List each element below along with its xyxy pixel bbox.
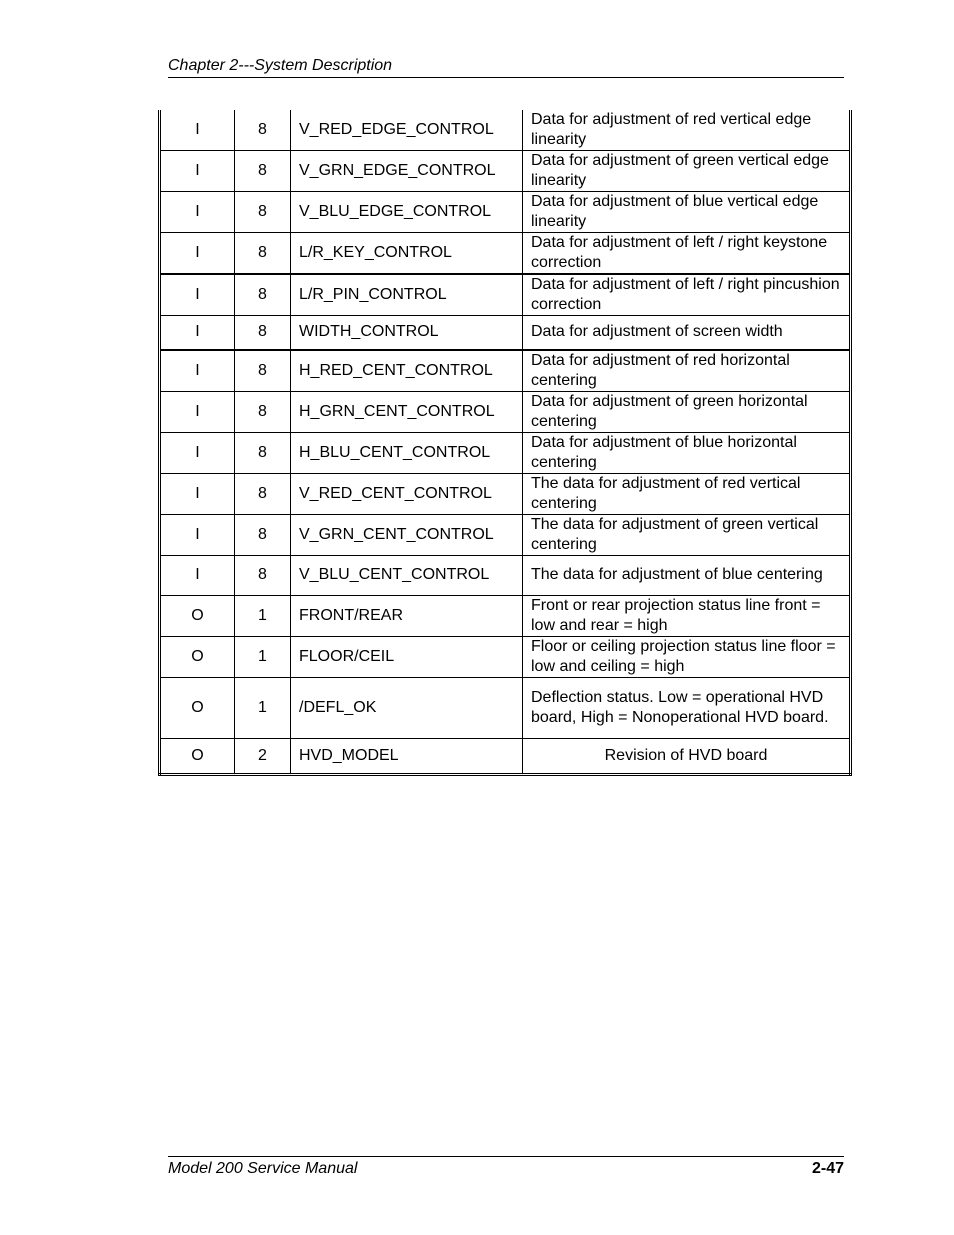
description-cell: Front or rear projection status line front = low and rear = high (523, 595, 851, 636)
width-cell: 8 (235, 391, 291, 432)
signal-name-cell: V_BLU_CENT_CONTROL (291, 555, 523, 595)
signal-name-cell: WIDTH_CONTROL (291, 316, 523, 350)
direction-cell: I (160, 274, 235, 316)
width-cell: 1 (235, 636, 291, 677)
direction-cell: I (160, 391, 235, 432)
description-cell: Data for adjustment of blue horizontal centering (523, 432, 851, 473)
direction-cell: I (160, 316, 235, 350)
description-cell: The data for adjustment of red vertical centering (523, 473, 851, 514)
direction-cell: I (160, 233, 235, 275)
manual-title: Model 200 Service Manual (168, 1160, 358, 1177)
description-cell: The data for adjustment of blue centering (523, 555, 851, 595)
description-cell: The data for adjustment of green vertical centering (523, 514, 851, 555)
table-row (160, 151, 851, 192)
description-cell: Data for adjustment of blue vertical edge linearity (523, 192, 851, 233)
direction-cell: I (160, 432, 235, 473)
signal-name-cell: FLOOR/CEIL (291, 636, 523, 677)
table-row (160, 110, 851, 151)
width-cell: 8 (235, 151, 291, 192)
width-cell: 8 (235, 316, 291, 350)
width-cell: 2 (235, 738, 291, 774)
table-row (160, 432, 851, 473)
page-header (168, 56, 844, 78)
width-cell: 1 (235, 677, 291, 738)
signal-name-cell: V_BLU_EDGE_CONTROL (291, 192, 523, 233)
direction-cell: O (160, 677, 235, 738)
page-footer (168, 1156, 844, 1179)
direction-cell: I (160, 514, 235, 555)
width-cell: 8 (235, 555, 291, 595)
direction-cell: I (160, 555, 235, 595)
width-cell: 8 (235, 350, 291, 392)
table-row (160, 677, 851, 738)
width-cell: 8 (235, 233, 291, 275)
direction-cell: O (160, 636, 235, 677)
direction-cell: I (160, 151, 235, 192)
table-row (160, 555, 851, 595)
signal-name-cell: H_RED_CENT_CONTROL (291, 350, 523, 392)
table-row (160, 316, 851, 350)
signal-name-cell: V_GRN_EDGE_CONTROL (291, 151, 523, 192)
table-row (160, 391, 851, 432)
signal-name-cell: V_GRN_CENT_CONTROL (291, 514, 523, 555)
description-cell: Deflection status. Low = operational HVD board, High = Nonoperational HVD board. (523, 677, 851, 738)
description-cell: Data for adjustment of left / right keystone correction (523, 233, 851, 275)
description-cell: Revision of HVD board (523, 738, 851, 774)
table-row (160, 274, 851, 316)
width-cell: 8 (235, 473, 291, 514)
width-cell: 1 (235, 595, 291, 636)
description-cell: Floor or ceiling projection status line floor = low and ceiling = high (523, 636, 851, 677)
table-row (160, 473, 851, 514)
width-cell: 8 (235, 110, 291, 151)
signal-name-cell: L/R_PIN_CONTROL (291, 274, 523, 316)
signal-name-cell: H_GRN_CENT_CONTROL (291, 391, 523, 432)
signal-name-cell: FRONT/REAR (291, 595, 523, 636)
direction-cell: I (160, 110, 235, 151)
width-cell: 8 (235, 432, 291, 473)
description-cell: Data for adjustment of red vertical edge linearity (523, 110, 851, 151)
description-cell: Data for adjustment of red horizontal centering (523, 350, 851, 392)
table-row (160, 738, 851, 774)
chapter-title: Chapter 2---System Description (168, 57, 393, 74)
signal-name-cell: H_BLU_CENT_CONTROL (291, 432, 523, 473)
direction-cell: I (160, 350, 235, 392)
signal-name-cell: HVD_MODEL (291, 738, 523, 774)
signal-table (158, 110, 852, 776)
signal-name-cell: /DEFL_OK (291, 677, 523, 738)
signal-name-cell: V_RED_EDGE_CONTROL (291, 110, 523, 151)
table-row (160, 233, 851, 275)
table-row (160, 595, 851, 636)
description-cell: Data for adjustment of green vertical edge linearity (523, 151, 851, 192)
direction-cell: I (160, 473, 235, 514)
description-cell: Data for adjustment of green horizontal centering (523, 391, 851, 432)
width-cell: 8 (235, 274, 291, 316)
table-row (160, 350, 851, 392)
table-row (160, 192, 851, 233)
direction-cell: I (160, 192, 235, 233)
table-row (160, 636, 851, 677)
direction-cell: O (160, 738, 235, 774)
description-cell: Data for adjustment of screen width (523, 316, 851, 350)
table-row (160, 514, 851, 555)
signal-name-cell: L/R_KEY_CONTROL (291, 233, 523, 275)
direction-cell: O (160, 595, 235, 636)
page-number: 2-47 (811, 1160, 844, 1177)
description-cell: Data for adjustment of left / right pincushion correction (523, 274, 851, 316)
width-cell: 8 (235, 192, 291, 233)
width-cell: 8 (235, 514, 291, 555)
signal-name-cell: V_RED_CENT_CONTROL (291, 473, 523, 514)
